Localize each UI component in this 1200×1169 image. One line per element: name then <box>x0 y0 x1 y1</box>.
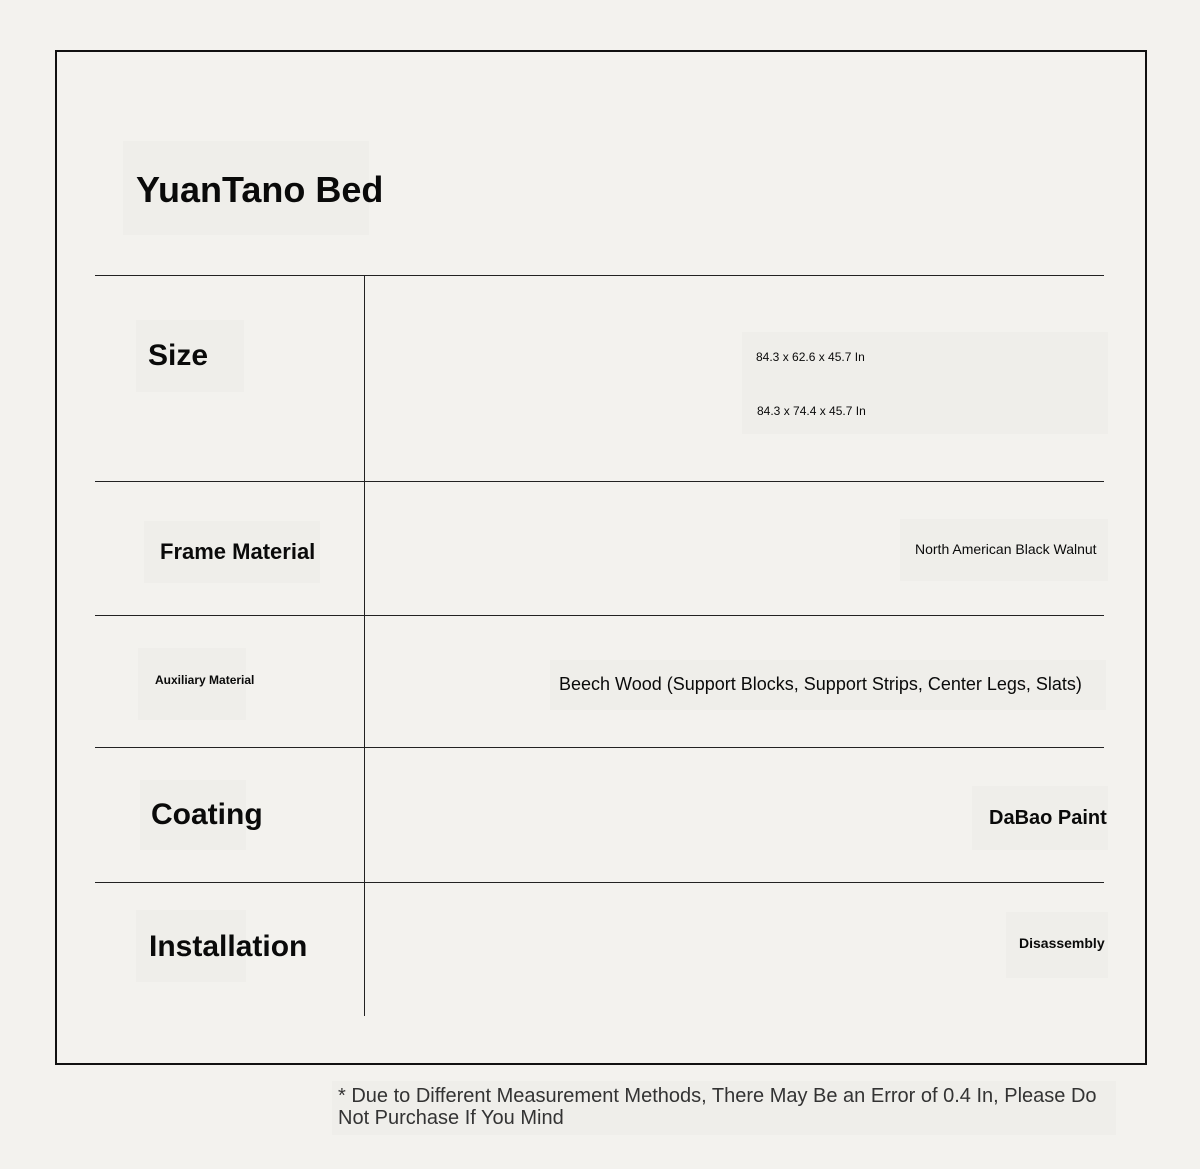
table-divider <box>95 882 1104 883</box>
frame-material-value: North American Black Walnut <box>915 541 1097 557</box>
installation-value: Disassembly <box>1019 935 1105 951</box>
table-divider <box>95 481 1104 482</box>
size-value-2: 84.3 x 74.4 x 45.7 In <box>757 404 866 418</box>
measurement-disclaimer: * Due to Different Measurement Methods, There May Be an Error of 0.4 In, Please Do Not Purchase If You Mind <box>338 1085 1097 1129</box>
installation-label: Installation <box>149 930 308 963</box>
auxiliary-material-value: Beech Wood (Support Blocks, Support Strips, Center Legs, Slats) <box>559 674 1082 694</box>
table-column-divider <box>364 275 365 1016</box>
frame-material-label: Frame Material <box>160 539 316 564</box>
size-label: Size <box>148 339 209 372</box>
table-divider <box>95 615 1104 616</box>
page-title: YuanTano Bed <box>136 169 384 210</box>
coating-label: Coating <box>151 798 263 831</box>
size-value-1: 84.3 x 62.6 x 45.7 In <box>756 350 865 364</box>
coating-value: DaBao Paint <box>989 807 1107 829</box>
auxiliary-material-label: Auxiliary Material <box>155 673 255 687</box>
table-divider <box>95 747 1104 748</box>
table-divider-top <box>95 275 1104 276</box>
